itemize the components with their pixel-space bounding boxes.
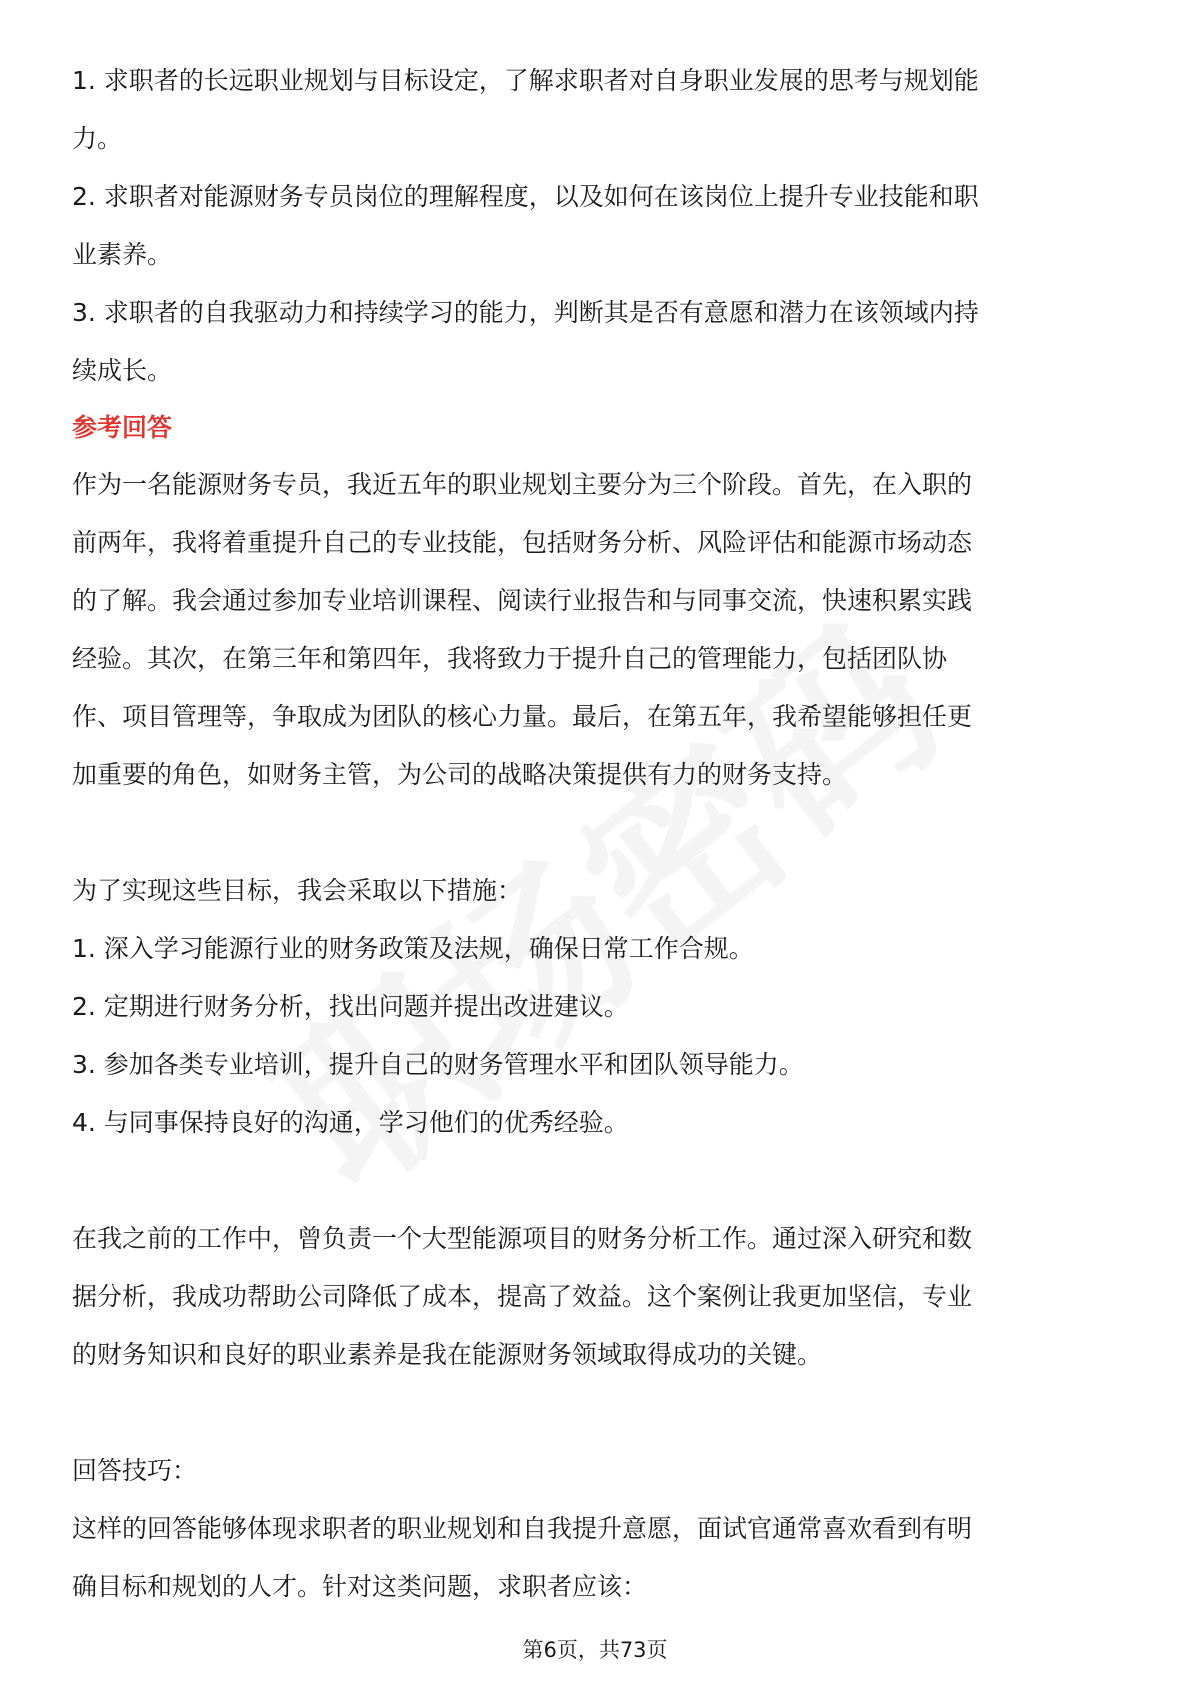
list-item: 1. 深入学习能源行业的财务政策及法规，确保日常工作合规。 (72, 934, 754, 963)
text-line: 这样的回答能够体现求职者的职业规划和自我提升意愿，面试官通常喜欢看到有明 (72, 1514, 973, 1543)
text-line: 1. 求职者的长远职业规划与目标设定，了解求职者对自身职业发展的思考与规划能 (72, 66, 979, 95)
list-item: 3. 参加各类专业培训，提升自己的财务管理水平和团队领导能力。 (72, 1050, 804, 1079)
text-line: 2. 求职者对能源财务专员岗位的理解程度，以及如何在该岗位上提升专业技能和职 (72, 182, 979, 211)
tips-paragraph (72, 1442, 1122, 1616)
text-line: 确目标和规划的人才。针对这类问题，求职者应该： (72, 1572, 648, 1601)
evaluation-points (72, 52, 1122, 400)
text-line: 经验。其次，在第三年和第四年，我将致力于提升自己的管理能力，包括团队协 (72, 644, 948, 673)
list-item: 4. 与同事保持良好的沟通，学习他们的优秀经验。 (72, 1108, 629, 1137)
document-body (72, 52, 1122, 1616)
text-line: 前两年，我将着重提升自己的专业技能，包括财务分析、风险评估和能源市场动态 (72, 528, 973, 557)
text-line: 回答技巧： (72, 1456, 198, 1485)
text-line: 的了解。我会通过参加专业培训课程、阅读行业报告和与同事交流，快速积累实践 (72, 586, 973, 615)
text-line: 力。 (72, 124, 123, 153)
text-line: 作、项目管理等，争取成为团队的核心力量。最后，在第五年，我希望能够担任更 (72, 702, 973, 731)
section-heading: 参考回答 (72, 413, 173, 442)
text-line: 加重要的角色，如财务主管，为公司的战略决策提供有力的财务支持。 (72, 760, 848, 789)
text-line: 的财务知识和良好的职业素养是我在能源财务领域取得成功的关键。 (72, 1340, 823, 1369)
text-line: 为了实现这些目标，我会采取以下措施： (72, 876, 523, 905)
answer-paragraph (72, 456, 1122, 804)
measures-list (72, 862, 1122, 1152)
text-line: 业素养。 (72, 240, 173, 269)
text-line: 据分析，我成功帮助公司降低了成本，提高了效益。这个案例让我更加坚信，专业 (72, 1282, 973, 1311)
text-line: 3. 求职者的自我驱动力和持续学习的能力，判断其是否有意愿和潜力在该领域内持 (72, 298, 979, 327)
list-item: 2. 定期进行财务分析，找出问题并提出改进建议。 (72, 992, 629, 1021)
text-line: 续成长。 (72, 356, 173, 385)
text-line: 作为一名能源财务专员，我近五年的职业规划主要分为三个阶段。首先，在入职的 (72, 470, 973, 499)
experience-paragraph (72, 1210, 1122, 1384)
text-line: 在我之前的工作中，曾负责一个大型能源项目的财务分析工作。通过深入研究和数 (72, 1224, 973, 1253)
page-number: 第6页，共73页 (522, 1638, 668, 1662)
